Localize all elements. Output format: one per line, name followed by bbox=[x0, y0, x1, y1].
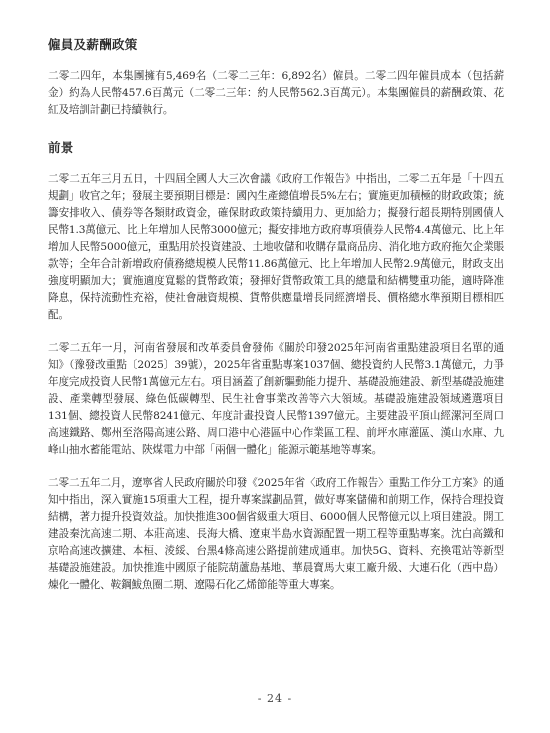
outlook-paragraph-henan: 二零二五年一月，河南省發展和改革委員會發佈《關於印發2025年河南省重點建設項目名單的通知》（豫發改重點〔2025〕39號），2025年省重點專案1037個、總投資約人民幣3.1萬億元，力爭年度完成投資人民幣1萬億元左右。項目涵蓋了創新驅動能力提升、基礎設施建設、新型基礎設施建設、產業轉型發展、綠色低碳轉型、民生社會事業改善等六大領域。基礎設施建設領域遴選項目131個、總投資人民幣8241億元、年度計畫投資人民幣1397億元。主要建設平頂山經漯河至周口高速鐵路、鄭州至洛陽高速公路、周口港中心港區中心作業區工程、前坪水庫灌區、漢山水庫、九峰山抽水蓄能電站、陝煤電力中部「兩個一體化」能源示範基地等專案。 bbox=[48, 342, 504, 456]
section-heading-employees: 僱員及薪酬政策 bbox=[48, 37, 138, 52]
page-number: - 24 - bbox=[257, 692, 293, 705]
section-heading-outlook: 前景 bbox=[48, 140, 74, 155]
employees-paragraph: 二零二四年，本集團擁有5,469名（二零二三年：6,892名）僱員。二零二四年僱員成本（包括薪金）約為人民幣457.6百萬元（二零二三年：約人民幣562.3百萬元）。本集團僱員的薪酬政策、花紅及培訓計劃已持續執行。 bbox=[48, 70, 504, 116]
outlook-paragraph-liaoning: 二零二五年二月，遼寧省人民政府關於印發《2025年省〈政府工作報告〉重點工作分工方案》的通知中指出，深入實施15項重大工程，提升專案謀劃品質，做好專案儲備和前期工作，保持合理投資結構，著力提升投資效益。加快推進300個省級重大項目、6000個人民幣億元以上項目建設。開工建設秦沈高速二期、本莊高速、長海大橋、遼東半島水資源配置一期工程等重點專案。沈白高鐵和京哈高速改擴建、本桓、淩綏、台黑4條高速公路提前建成通車。加快5G、資料、充換電站等新型基礎設施建設。加快推進中國原子能院葫蘆島基地、華晨寶馬大東工廠升級、大連石化（西中島）煉化一體化、鞍鋼鮁魚圈二期、遼陽石化乙烯節能等重大專案。 bbox=[48, 477, 504, 591]
document-body bbox=[48, 36, 504, 610]
outlook-paragraph-government-report: 二零二五年三月五日，十四屆全國人大三次會議《政府工作報告》中指出，二零二五年是「十四五規劃」收官之年；發展主要預期目標是：國內生產總值增長5%左右；實施更加積極的財政政策；統籌安排收入、債券等各類財政資金，確保財政政策持續用力、更加給力；擬發行超長期特別國債人民幣1.3萬億元、比上年增加人民幣3000億元；擬安排地方政府專項債券人民幣4.4萬億元、比上年增加人民幣5000億元，重點用於投資建設、土地收儲和收購存量商品房、消化地方政府拖欠企業賬款等；全年合計新增政府債務總規模人民幣11.86萬億元、比上年增加人民幣2.9萬億元，財政支出強度明顯加大；實施適度寬鬆的貨幣政策；發揮好貨幣政策工具的總量和結構雙重功能，適時降准降息，保持流動性充裕，使社會融資規模、貨幣供應量增長同經濟增長、價格總水準預期目標相匹配。 bbox=[48, 173, 505, 321]
